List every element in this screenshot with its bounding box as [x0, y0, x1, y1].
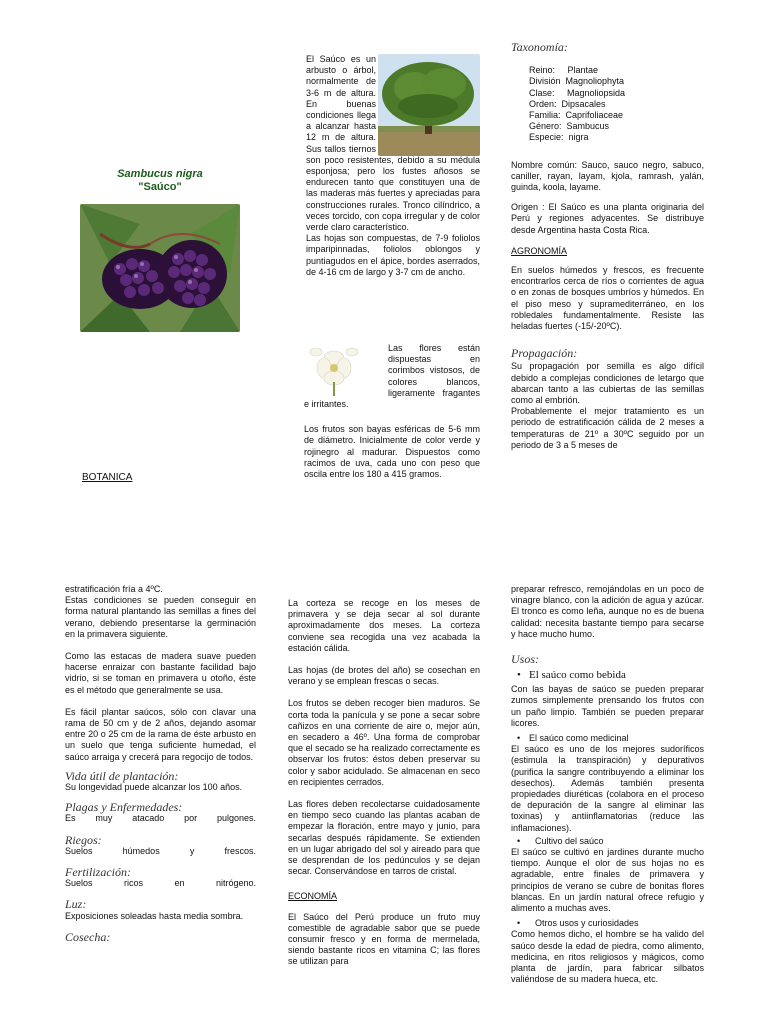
taxonomy-row: Clase: Magnoliopsida [529, 87, 626, 98]
intro-paragraph: El Saúco es un arbusto o árbol, normalmente de 3-6 m de altura. En buenas condiciones llega a alcanzar hasta 12 m de altura. Sus tallos tiernos son poco resistentes, debido a su médula esponjosa; pero los fustes añosos se endurecen tanto que constituyen una de las maderas más fuertes y apreciadas para construcciones rurales. Tronco cilíndrico, a veces torcido, con copa irregular y de color verde claro característico. [306, 54, 480, 233]
harvest-column [288, 598, 480, 968]
taxonomy-heading: Taxonomía: [511, 40, 568, 54]
economy-text: El Saúco del Perú produce un fruto muy comestible de agradable sabor que se puede consumir fresco y en forma de mermelada, siendo bastante ricos en vitamina C; las flores se utilizan para [288, 911, 480, 967]
cultivation-column [65, 584, 256, 943]
irrigation-heading: Riegos: [65, 832, 102, 847]
bark-paragraph: La corteza se recoge en los meses de primavera y se deja secar al sol durante aproximadamente dos meses. La corteza conviene sea recogida una vez acabada la estación cálida. [288, 598, 480, 653]
flowers-harvest-paragraph: Las flores deben recolectarse cuidadosamente en tiempo seco cuando las plantas acaban de empezar la floración, entre mayo y junio, para secarlas después rápidamente. Se extienden en un lugar abrigado del sol y aireado para que se desprendan de los pedúnculos y se dejan secar. Conservándose en tarros de cristal. [288, 799, 480, 877]
irrigation-text: Suelos húmedos y frescos. [65, 845, 256, 856]
cold-stratification: estratificación fría a 4ºC. [65, 584, 163, 594]
drink-text: Con las bayas de saúco se pueden preparar zumos simplemente prensando los frutos con un paño limpio. También se pueden preparar licores. [511, 684, 704, 728]
bullet-drink [511, 669, 704, 682]
harvest-heading: Cosecha: [65, 929, 111, 944]
elderberry-image [80, 204, 240, 332]
bullet-other-uses [511, 918, 704, 929]
botany-description [306, 54, 480, 278]
taxonomy-block [511, 42, 704, 451]
common-names: Nombre común: Sauco, sauco negro, sabuco, caniller, rayan, layam, kjola, ramrash, yalán, guinda, koola, layame. [511, 159, 704, 193]
intro-text [306, 54, 480, 233]
fruits-harvest-paragraph: Los frutos se deben recoger bien maduros. Se corta toda la panícula y se pone a secar sobre cañizos en una corriente de aire o, mejor aún, en secadero a 46º. Una forma de comprobar que el secado se ha realizado correctamente es observar los frutos: éstos deben preservar su color y sabor acidulado. Se almacenan en seco en recipientes cerrados. [288, 698, 480, 787]
uses-column [511, 584, 704, 986]
bullet-drink-label: El saúco como bebida [529, 669, 626, 682]
planting-paragraph: Es fácil plantar saúcos, sólo con clavar una rama de 50 cm y de 2 años, dejando asomar entre 20 o 25 cm de la rama de éste arbusto en un suelo que tenga suficiente humedad, el saúco arraiga y crecerá para regocijo de todos. [65, 706, 256, 762]
taxonomy-row: Familia: Caprifoliaceae [529, 110, 624, 121]
agronomy-heading: AGRONOMÍA [511, 245, 568, 256]
taxonomy-list [511, 65, 704, 143]
title-block [80, 168, 240, 194]
taxonomy-row: Género: Sambucus [529, 121, 610, 132]
flowers-paragraph [304, 343, 480, 410]
uses-heading: Usos: [511, 652, 540, 667]
other-uses-text: Como hemos dicho, el hombre se ha valido del saúco desde la edad de piedra, como alimento, medicina, en ritos religiosos y mágicos, como planta de jardín, para fabricar silbatos valiéndose de su madera hueca, etc. [511, 929, 704, 985]
lifespan-text: Su longevidad puede alcanzar los 100 años. [65, 782, 243, 793]
fertilization-text: Suelos ricos en nitrógeno. [65, 878, 256, 889]
taxonomy-row: Especie: nigra [529, 132, 589, 143]
agronomy-text: En suelos húmedos y frescos, es frecuente encontrarlos cerca de ríos o corrientes de agua o en zonas de bosques umbríos y húmedos. En el piso meso y supramediterráneo, en los robledales fundamentalmente. Resiste las heladas fuertes (-15/-20ºC). [511, 265, 704, 332]
propagation-heading: Propagación: [511, 346, 578, 361]
cuttings-paragraph: Como las estacas de madera suave pueden hacerse enraizar con bastante facilidad bajo vidrio, si se toman en primavera u otoño, éste es el método que generalmente se usa. [65, 651, 256, 695]
bullet-medicinal-label: El saúco como medicinal [529, 733, 629, 744]
bullet-cultivation [511, 836, 704, 847]
fruits-paragraph: Los frutos son bayas esféricas de 5-6 mm de diámetro. Inicialmente de color verde y rojinegro al madurar. Dispuestos como racimos de uva, cada uno con peso que oscila entre los 180 a 415 gramos. [304, 424, 480, 480]
propagation-text-2: Probablemente el mejor tratamiento es un periodo de estratificación cálida de 2 meses a temperaturas de 21º a 30ºC seguido por un periodo de 3 a 5 meses de [511, 406, 704, 450]
light-text: Exposiciones soleadas hasta media sombra. [65, 910, 244, 921]
pests-heading: Plagas y Enfermedades: [65, 800, 183, 815]
natural-conditions: Estas condiciones se pueden conseguir en forma natural plantando las semillas a fines del verano, debiendo presentarse la germinación en la primavera siguiente. [65, 595, 256, 639]
bullet-other-uses-label: Otros usos y curiosidades [535, 918, 639, 929]
taxonomy-row: División Magnoliophyta [529, 76, 625, 87]
bullet-medicinal [511, 733, 704, 744]
leaves-harvest-paragraph: Las hojas (de brotes del año) se cosechan en verano y se emplean frescas o secas. [288, 665, 480, 687]
flowers-block [304, 343, 480, 480]
species-title: Sambucus nigra [117, 168, 203, 180]
lifespan-heading: Vida útil de plantación: [65, 768, 179, 783]
refresh-paragraph: preparar refresco, remojándolas en un poco de vinagre blanco, con la adición de agua y azúcar. El tronco es como leña, aunque no es de buena calidad: necesita bastante tiempo para secarse y hace mucho humo. [511, 584, 704, 639]
propagation-text-1: Su propagación por semilla es algo difícil debido a complejas condiciones de letargo que abarcan tanto a las cubiertas de las semillas como al embrión. [511, 361, 704, 406]
botanica-label: BOTANICA [82, 472, 133, 483]
leaves-paragraph: Las hojas son compuestas, de 7-9 foliolos imparipinnadas, foliolos oblongos y puntiagudos en el ápice, bordes aserrados, de 4-16 cm de largo y 3-7 cm de ancho. [306, 233, 480, 277]
flowers-text: Las flores están dispuestas en corimbos vistosos, de colores blancos, ligeramente fragantes e irritantes. [304, 343, 480, 410]
common-name-title: "Saúco" [138, 181, 182, 193]
pests-text: Es muy atacado por pulgones. [65, 813, 256, 824]
origin-text: Origen : El Saúco es una planta originaria del Perú y regiones adyacentes. Se distribuye desde Argentina hasta Costa Rica. [511, 202, 704, 235]
cultivation-text: El saúco se cultivó en jardines durante mucho tiempo. Aunque el olor de sus hojas no es agradable, entre finales de primavera y principios de verano se cubre de bonitas flores blancas. En un jardín natural ofrece refugio y alimento a muchas aves. [511, 847, 704, 914]
taxonomy-row: Reino: Plantae [529, 65, 599, 76]
fertilization-heading: Fertilización: [65, 865, 131, 880]
bullet-cultivation-label: Cultivo del saúco [535, 835, 604, 846]
medicinal-text: El saúco es uno de los mejores sudoríficos (estimula la transpiración) y depurativos (purifica la sangre contribuyendo a eliminar los desechos). Además también presenta propiedades diuréticas (colabora en el proceso de depuración de la sangre al eliminar las toxinas) y antiinflamatorias (reduce las inflamaciones). [511, 744, 704, 833]
light-heading: Luz: [65, 897, 87, 912]
taxonomy-row: Orden: Dipsacales [529, 98, 606, 109]
economy-heading: ECONOMÍA [288, 891, 338, 902]
